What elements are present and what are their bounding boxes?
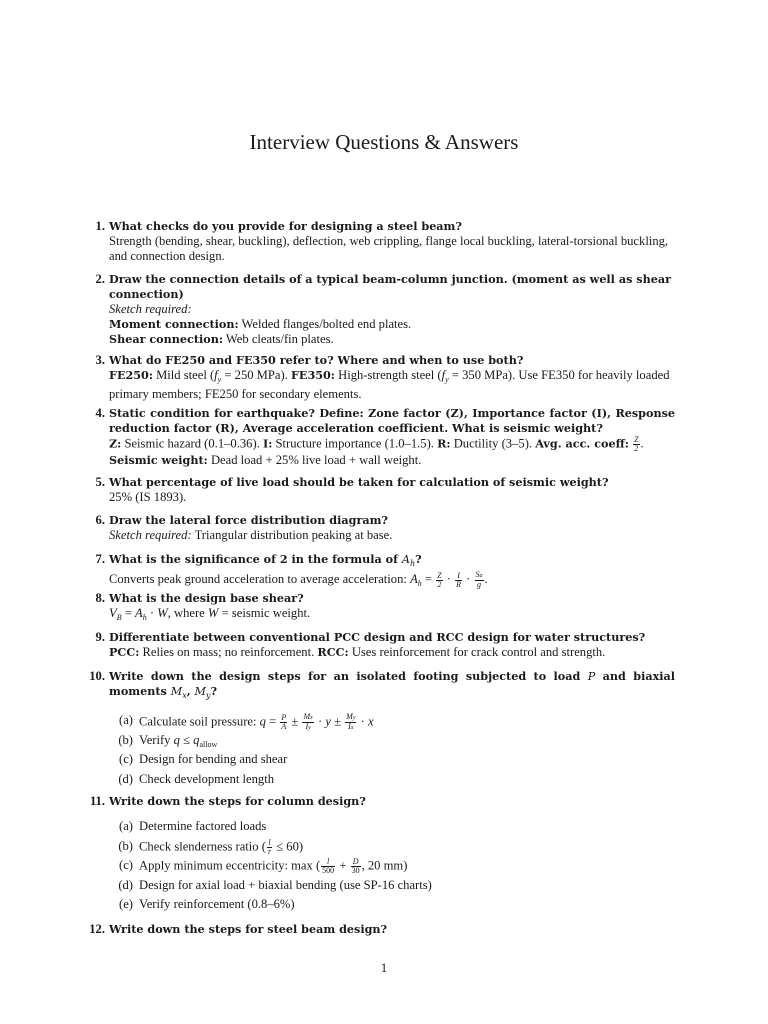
z-over-2-fraction — [633, 436, 639, 453]
fy-symbol: f — [214, 368, 218, 382]
pcc-text: Relies on mass; no reinforcement. — [142, 645, 315, 659]
list-item — [109, 752, 675, 772]
frac-numerator-sub: a — [479, 573, 483, 579]
question-text: Draw the connection details of a typical beam-column junction. (moment as well as shear connection) — [109, 272, 671, 301]
i-text: Structure importance (1.0–1.5). — [275, 436, 434, 451]
question-text: What is the significance of 2 in the formula of — [109, 552, 398, 566]
avg-label: Avg. acc. coeff: — [535, 436, 629, 451]
shear-label: Shear connection: — [109, 332, 223, 346]
answer-text: Converts peak ground acceleration to average acceleration: — [109, 571, 407, 586]
question-text-a: Write down the design steps for an isolated footing subjected to load — [109, 669, 581, 683]
r-text: Ductility (3–5). — [453, 436, 533, 451]
answer-text: Triangular distribution peaking at base. — [194, 528, 393, 542]
fy-subscript-2: y — [445, 375, 449, 384]
question-number: 10. — [89, 669, 105, 683]
seismic-weight-text: Dead load + 25% live load + wall weight. — [210, 453, 422, 467]
frac-numerator: Z — [437, 570, 442, 580]
i-label: I: — [262, 436, 273, 451]
step-label: (a) — [119, 713, 133, 727]
answer-end: = seismic weight. — [221, 606, 311, 620]
question-text: Draw the lateral force distribution diagram? — [109, 513, 388, 527]
fe350-label: FE350: — [290, 368, 335, 382]
moment-label: Moment connection: — [109, 317, 239, 331]
question-number: 3. — [95, 353, 105, 367]
rcc-text: Uses reinforcement for crack control and strength. — [351, 645, 606, 659]
frac-denominator: g — [477, 580, 482, 589]
step-text: Determine factored loads — [139, 819, 267, 833]
question-text: What do FE250 and FE350 refer to? Where and when to use both? — [109, 353, 524, 367]
ah-symbol-2: A — [410, 571, 418, 586]
fe350-value: = 350 MPa). Use FE350 for heavily loaded primary members; FE250 for secondary elements. — [109, 368, 670, 401]
question-number: 12. — [89, 922, 105, 936]
frac-numerator: Z — [634, 435, 639, 444]
moment-text: Welded flanges/bolted end plates. — [241, 317, 412, 331]
seismic-weight-label: Seismic weight: — [109, 453, 208, 467]
list-item: (c) Apply minimum eccentricity: max ( $\frac{l}{500}$ + $\frac{D}{30}$ , 20 mm) — [109, 858, 675, 878]
column-steps — [109, 819, 675, 917]
step-text: Check slenderness ratio ( — [139, 838, 266, 853]
step-label: (c) — [119, 858, 133, 872]
page-number: 1 — [380, 960, 388, 975]
rcc-label: RCC: — [317, 645, 349, 659]
fraction-z-2 — [436, 572, 442, 589]
question-text: Write down the steps for column design? — [109, 794, 366, 808]
step-label: (a) — [119, 819, 133, 833]
step-label: (b) — [118, 838, 133, 853]
r-label: R: — [437, 436, 451, 451]
question-text: Static condition for earthquake? Define: Zone factor (Z), Importance factor (I), Response reduction factor (R), Average acceleration coefficient. What is seismic weight? — [109, 406, 675, 435]
question-number: 9. — [95, 630, 105, 644]
step-label: (b) — [118, 732, 133, 747]
question-number: 2. — [95, 272, 105, 286]
step-text: Calculate soil pressure: — [139, 714, 257, 729]
step-label: (e) — [119, 897, 133, 911]
question-number: 1. — [95, 219, 105, 233]
fraction-i-r — [455, 572, 462, 589]
fy-symbol-2: f — [441, 368, 446, 382]
fe250-text: Mild steel ( — [156, 368, 215, 382]
step-text: Verify reinforcement (0.8–6%) — [139, 897, 295, 911]
sketch-note: Sketch required: — [109, 302, 192, 316]
step-text: Design for axial load + biaxial bending (use SP-16 charts) — [139, 877, 432, 892]
fraction-sa-g — [475, 571, 484, 589]
sketch-note: Sketch required: — [109, 528, 192, 542]
ah-subscript: h — [409, 559, 416, 568]
step-label: (d) — [118, 771, 133, 786]
step-label: (c) — [119, 752, 133, 766]
z-label: Z: — [109, 436, 122, 451]
footing-steps — [109, 713, 675, 791]
step-text: Verify — [139, 732, 171, 747]
list-item: (b) Verify $q \le q_{allow}$ — [109, 733, 675, 753]
fy-subscript: y — [217, 375, 222, 384]
list-item: (b) Check slenderness ratio ( $\frac{l}{r}$ ≤ 60) — [109, 839, 675, 859]
question-number: 11. — [89, 794, 105, 808]
fe250-label: FE250: — [109, 368, 153, 382]
answer-text: 25% (IS 1893). — [109, 490, 187, 504]
list-item — [109, 878, 675, 898]
question-number: 6. — [95, 513, 105, 527]
question-text: Write down the steps for steel beam design? — [109, 922, 388, 936]
shear-text: Web cleats/fin plates. — [225, 332, 334, 346]
list-item — [109, 772, 675, 792]
question-number: 4. — [95, 406, 105, 420]
list-item — [109, 819, 675, 839]
question-text-b: and biaxial moments — [109, 669, 675, 698]
question-text: What percentage of live load should be taken for calculation of seismic weight? — [109, 475, 609, 489]
fe350-text: High-strength steel ( — [338, 368, 442, 382]
step-text: Apply minimum eccentricity: max — [139, 858, 313, 873]
step-tail: , 20 mm — [361, 858, 404, 873]
allow-subscript: allow — [199, 739, 218, 749]
list-item — [109, 897, 675, 917]
question-text: What checks do you provide for designing a steel beam? — [109, 219, 462, 233]
fe250-value: = 250 MPa). — [224, 368, 288, 382]
list-item: (a) Calculate soil pressure: q = $\frac{P}{A}$ ± $\frac{Mx}{Iy}$ · y ± $\frac{My}{Ix}$ · x — [109, 713, 675, 733]
question-number: 5. — [95, 475, 105, 489]
question-text: What is the design base shear? — [109, 591, 304, 605]
z-text: Seismic hazard (0.1–0.36). — [124, 436, 260, 451]
question-number: 8. — [95, 591, 105, 605]
pcc-label: PCC: — [109, 645, 140, 659]
frac-numerator: S — [475, 570, 480, 579]
answer-tail: , where — [167, 606, 205, 620]
frac-denominator: 2 — [437, 579, 442, 589]
page-title: Interview Questions & Answers — [249, 130, 519, 154]
step-text: Check development length — [139, 771, 274, 786]
step-tail: ≤ 60) — [276, 838, 304, 853]
frac-numerator: I — [455, 572, 462, 581]
frac-denominator: 2 — [634, 444, 639, 453]
answer-text: Strength (bending, shear, buckling), deflection, web crippling, flange local buckling, lateral-torsional buckling, and connection design. — [109, 234, 669, 263]
frac-denominator: R — [456, 579, 462, 589]
step-text: Design for bending and shear — [139, 752, 288, 766]
question-text: Differentiate between conventional PCC design and RCC design for water structures? — [109, 630, 646, 644]
answer-text: $V_B = A_h \cdot W$, where W = seismic weight. — [109, 606, 311, 622]
ah-symbol: A — [401, 553, 410, 566]
ah-subscript-2: h — [417, 578, 422, 588]
question-number: 7. — [95, 552, 105, 566]
step-label: (d) — [118, 877, 133, 892]
